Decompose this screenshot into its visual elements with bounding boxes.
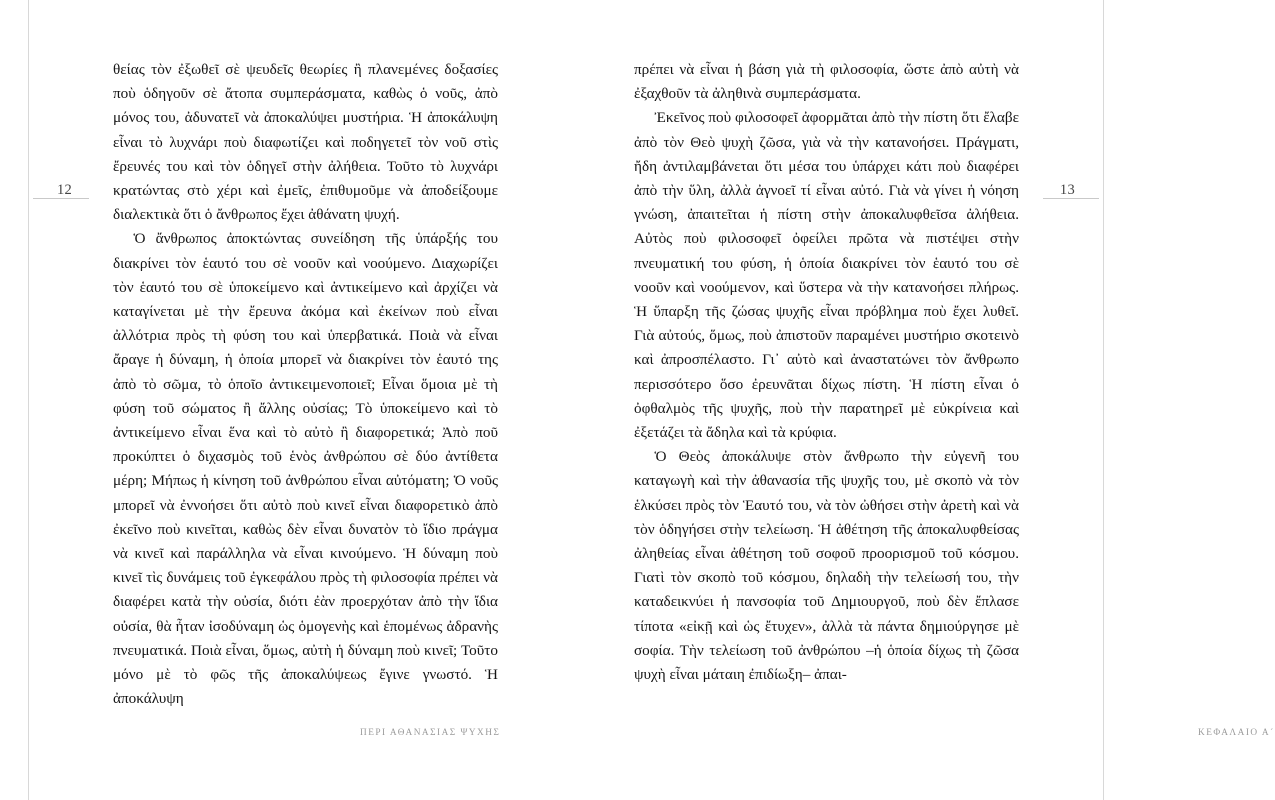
paragraph: θείας τὸν ἐξωθεῖ σὲ ψευδεῖς θεωρίες ἢ πλανεμένες δοξασίες ποὺ ὁδηγοῦν σὲ ἄτοπα συμπεράσματα, καθὼς ὁ νοῦς, ἀπὸ μόνος του, ἀδυνατεῖ νὰ ἀποκαλύψει μυστήρια. Ἡ ἀποκάλυψη εἶναι τὸ λυχνάρι ποὺ διαφωτίζει καὶ ποδηγετεῖ τὸν νοῦ στὶς ἔρευνές του καὶ τὸν ὁδηγεῖ στὴν ἀλήθεια. Τοῦτο τὸ λυχνάρι κρατώντας στὸ χέρι καὶ ἐμεῖς, ἐπιθυμοῦμε νὰ ἀποδείξουμε διαλεκτικὰ ὅτι ὁ ἄνθρωπος ἔχει ἀθάνατη ψυχή. — [113, 61, 498, 224]
right-running-foot: ΚΕΦΑΛΑΙΟ Α´ — [1198, 728, 1275, 738]
paragraph: Ἐκεῖνος ποὺ φιλοσοφεῖ ἀφορμᾶται ἀπὸ τὴν πίστη ὅτι ἔλαβε ἀπὸ τὸν Θεὸ ψυχὴ ζῶσα, γιὰ νὰ τὴν κατανοήσει. Πράγματι, ἤδη ἀντιλαμβάνεται ὅτι μέσα του ὑπάρχει κάτι ποὺ διαφέρει ἀπὸ τὴν ὕλη, ἀλλὰ ἀγνοεῖ τί εἶναι αὐτό. Γιὰ νὰ γίνει ἡ νόηση γνώση, ἀπαιτεῖται ἡ πίστη στὴν ἀποκαλυφθεῖσα ἀλήθεια. Αὐτὸς ποὺ φιλοσοφεῖ ὀφείλει πρῶτα νὰ πιστέψει στὴν πνευματική του φύση, ἡ ὁποία διακρίνει τὸν ἑαυτό του σὲ νοοῦν καὶ νοούμενον, καὶ ὕστερα νὰ τὴν κατανοήσει πλήρως. Ἡ ὕπαρξη τῆς ζώσας ψυχῆς εἶναι πρόβλημα ποὺ ἔχει λυθεῖ. Γιὰ αὐτούς, ὅμως, ποὺ ἀπιστοῦν παραμένει μυστήριο σκοτεινὸ καὶ ἀπροσπέλαστο. Γι᾽ αὐτὸ καὶ ἀναστατώνει τὸν ἄνθρωπο περισσότερο ὅσο ἐρευνᾶται δίχως πίστη. Ἡ πίστη εἶναι ὁ ὀφθαλμὸς τῆς ψυχῆς, ποὺ τὴν παρατηρεῖ μὲ εὐκρίνεια καὶ ἐξετάζει τὰ ἄδηλα καὶ τὰ κρύφια. — [634, 109, 1019, 442]
paragraph: Ὁ Θεὸς ἀποκάλυψε στὸν ἄνθρωπο τὴν εὐγενῆ του καταγωγὴ καὶ τὴν ἀθανασία τῆς ψυχῆς του, μὲ σκοπὸ νὰ τὸν ἑλκύσει πρὸς τὸν Ἑαυτό του, νὰ τὸν ὠθήσει στὴν ἀρετὴ καὶ νὰ τὸν ὁδηγήσει στὴν τελείωση. Ἡ ἀθέτηση τῆς ἀποκαλυφθείσας ἀληθείας εἶναι ἀθέτηση τοῦ σοφοῦ προορισμοῦ τοῦ κόσμου. Γιατὶ τὸν σκοπὸ τοῦ κόσμου, δηλαδὴ τὴν τελείωσή του, τὴν καταδεικνύει ἡ πανσοφία τοῦ Δημιουργοῦ, ποὺ δὲν ἔπλασε τίποτα «εἰκῇ καὶ ὡς ἔτυχεν», ἀλλὰ τὰ πάντα δημιούργησε μὲ σοφία. Τὴν τελείωση τοῦ ἀνθρώπου –ἡ ὁποία δίχως τὴ ζῶσα ψυχὴ εἶναι μάταιη ἐπιδίωξη– ἀπαι- — [634, 448, 1019, 684]
right-page-number: 13 — [1059, 182, 1075, 198]
right-page-text-column — [634, 58, 1019, 687]
right-page — [566, 0, 1275, 800]
left-page — [0, 0, 566, 800]
left-page-number: 12 — [57, 182, 73, 198]
left-running-foot: ΠΕΡΙ ΑΘΑΝΑΣΙΑΣ ΨΥΧΗΣ — [360, 728, 501, 738]
paragraph: πρέπει νὰ εἶναι ἡ βάση γιὰ τὴ φιλοσοφία, ὥστε ἀπὸ αὐτὴ νὰ ἐξαχθοῦν τὰ ἀληθινὰ συμπεράσματα. — [634, 61, 1019, 103]
left-page-text-column — [113, 58, 498, 711]
paragraph: Ὁ ἄνθρωπος ἀποκτώντας συνείδηση τῆς ὑπάρξής του διακρίνει τὸν ἑαυτό του σὲ νοοῦν καὶ νοούμενο. Διαχωρίζει τὸν ἑαυτό του σὲ ὑποκείμενο καὶ ἀντικείμενο καὶ ἀρχίζει νὰ καταγίνεται μὲ τὴν ἔρευνα ἀκόμα καὶ ἐκείνων ποὺ εἶναι ἀλλότρια πρὸς τὴ φύση του καὶ ὑπερβατικά. Ποιὰ νὰ εἶναι ἄραγε ἡ δύναμη, ἡ ὁποία μπορεῖ νὰ διακρίνει τὸν ἑαυτό της ἀπὸ τὸ σῶμα, τὸ ὁποῖο ἀντικειμενοποιεῖ; Εἶναι ὅμοια μὲ τὴ φύση τοῦ σώματος ἢ ἄλλης οὐσίας; Τὸ ὑποκείμενο καὶ τὸ ἀντικείμενο εἶναι ἕνα καὶ τὸ αὐτὸ ἢ διαφορετικά; Ἀπὸ ποῦ προκύπτει ὁ διχασμὸς τοῦ ἑνὸς ἀνθρώπου σὲ δύο ἀντίθετα μέρη; Μήπως ἡ κίνηση τοῦ ἀνθρώπου εἶναι αὐτόματη; Ὁ νοῦς μπορεῖ νὰ ἐννοήσει ὅτι αὐτὸ ποὺ κινεῖ εἶναι διαφορετικὸ ἀπὸ ἐκεῖνο ποὺ κινεῖται, καθὼς δὲν εἶναι δυνατὸν τὸ ἴδιο πράγμα νὰ κινεῖ καὶ παράλληλα νὰ εἶναι κινούμενο. Ἡ δύναμη ποὺ κινεῖ τὶς δυνάμεις τοῦ ἐγκεφάλου πρὸς τὴ φιλοσοφία πρέπει νὰ διαφέρει κατὰ τὴν οὐσία, διότι ἐὰν προερχόταν ἀπὸ τὴν ἴδια οὐσία, θὰ ἦταν ἰσοδύναμη ὡς ὁμογενὴς καὶ ἑπομένως ἀδρανὴς πνευματικά. Ποιὰ εἶναι, ὅμως, αὐτὴ ἡ δύναμη ποὺ κινεῖ; Τοῦτο μόνο μὲ τὸ φῶς τῆς ἀποκαλύψεως ἔγινε γνωστό. Ἡ ἀποκάλυψη — [113, 230, 498, 708]
